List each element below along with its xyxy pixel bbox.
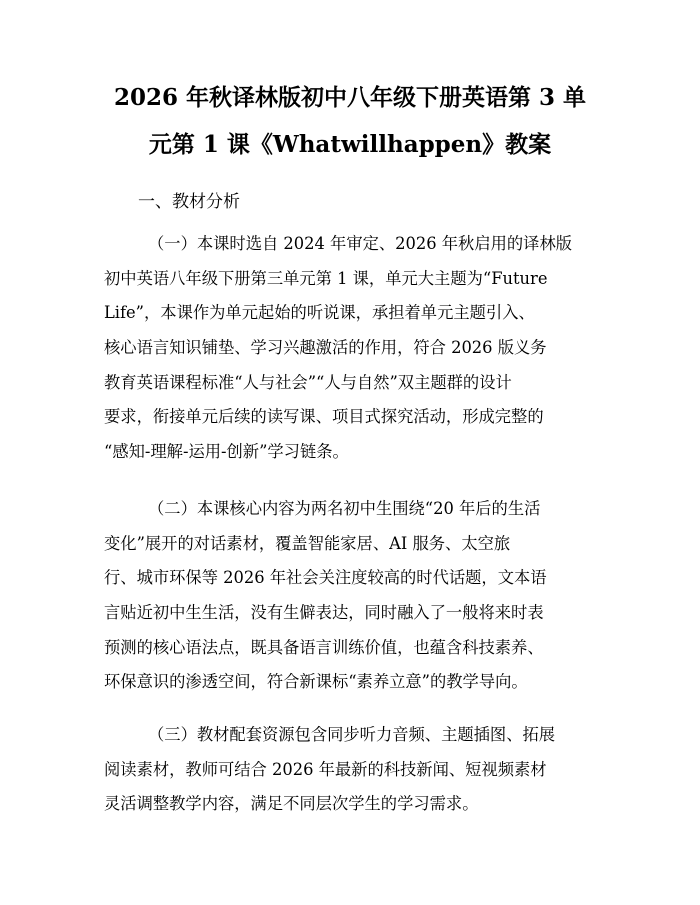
document-title-line-2: 元第 1 课《Whatwillhappen》教案 xyxy=(148,131,552,158)
paragraph-3 xyxy=(104,718,604,822)
paragraph-line: 言贴近初中生生活，没有生僻表达，同时融入了一般将来时表 xyxy=(104,603,544,623)
paragraph-line: Life”，本课作为单元起始的听说课，承担着单元主题引入、 xyxy=(104,303,535,323)
paragraph-2 xyxy=(104,492,604,700)
paragraph-line: 阅读素材，教师可结合 2026 年最新的科技新闻、短视频素材 xyxy=(104,759,547,779)
section-heading: 一、教材分析 xyxy=(138,192,240,212)
paragraph-line: 灵活调整教学内容，满足不同层次学生的学习需求。 xyxy=(104,794,479,814)
paragraph-line: （三）教材配套资源包含同步听力音频、主题插图、拓展 xyxy=(148,725,556,744)
paragraph-line: 要求，衔接单元后续的读写课、项目式探究活动，形成完整的 xyxy=(104,407,544,427)
paragraph-line: 初中英语八年级下册第三单元第 1 课，单元大主题为“Future xyxy=(104,268,548,288)
paragraph-line: 环保意识的渗透空间，符合新课标“素养立意”的教学导向。 xyxy=(104,672,528,692)
paragraph-line: （一）本课时选自 2024 年审定、2026 年秋启用的译林版 xyxy=(148,234,573,253)
paragraph-line: 变化”展开的对话素材，覆盖智能家居、AI 服务、太空旅 xyxy=(104,533,511,553)
paragraph-line: 行、城市环保等 2026 年社会关注度较高的时代话题，文本语 xyxy=(104,568,547,588)
paragraph-line: 预测的核心语法点，既具备语言训练价值，也蕴含科技素养、 xyxy=(104,637,544,657)
document-title-line-1: 2026 年秋译林版初中八年级下册英语第 3 单 xyxy=(113,84,587,111)
paragraph-line: 教育英语课程标准“人与社会”“人与自然”双主题群的设计 xyxy=(104,372,512,392)
paragraph-line: （二）本课核心内容为两名初中生围绕“20 年后的生活 xyxy=(148,499,541,518)
paragraph-1 xyxy=(104,227,604,470)
paragraph-line: 核心语言知识铺垫、学习兴趣激活的作用，符合 2026 版义务 xyxy=(104,338,547,358)
paragraph-line: “感知-理解-运用-创新”学习链条。 xyxy=(104,442,349,462)
